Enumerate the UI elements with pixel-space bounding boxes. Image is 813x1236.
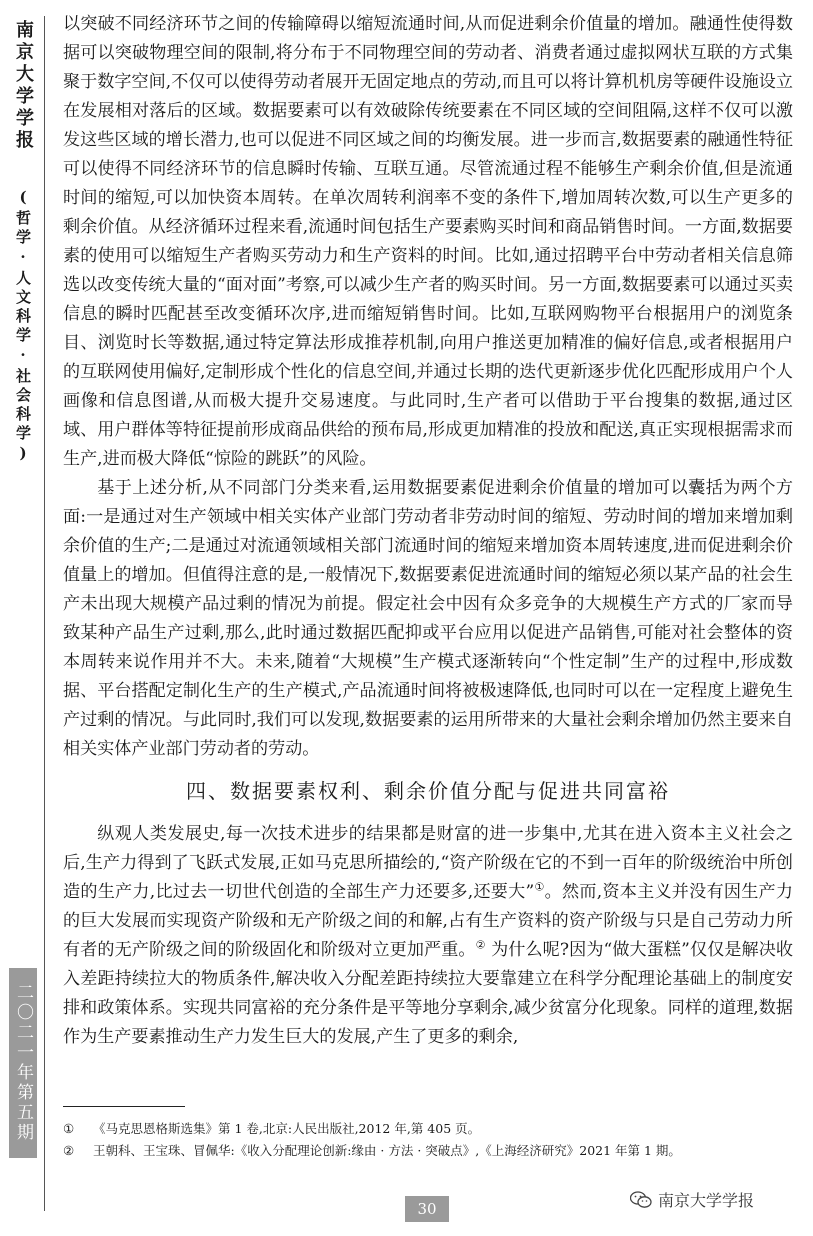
footnote-item: [63, 1140, 793, 1162]
footnote-divider: [63, 1106, 185, 1107]
paragraph-2: 基于上述分析,从不同部门分类来看,运用数据要素促进剩余价值量的增加可以囊括为两个方面:一是通过对生产领域中相关实体产业部门劳动者非劳动时间的缩短、劳动时间的增加来增加剩余价值的生产;二是通过对流通领域相关部门流通时间的缩短来增加资本周转速度,进而促进剩余价值量上的增加。但值得注意的是,一般情况下,数据要素促进流通时间的缩短必须以某产品的社会生产未出现大规模产品过剩的情况为前提。假定社会中因有众多竞争的大规模生产方式的厂家而导致某种产品生产过剩,那么,此时通过数据匹配抑或平台应用以促进产品销售,可能对社会整体的资本周转来说作用并不大。未来,随着“大规模”生产模式逐渐转向“个性定制”生产的过程中,形成数据、平台搭配定制化生产的生产模式,产品流通时间将被极速降低,也同时可以在一定程度上避免生产过剩的情况。与此同时,我们可以发现,数据要素的运用所带来的大量社会剩余增加仍然主要来自相关实体产业部门劳动者的劳动。: [63, 478, 793, 759]
footnote-text: 王朝科、王宝珠、冒佩华:《收入分配理论创新:缘由 · 方法 · 突破点》,《上海经济研究》2021 年第 1 期。: [93, 1143, 681, 1158]
wechat-watermark: [630, 1188, 754, 1211]
journal-name-vertical: 南京大学学报: [13, 20, 34, 152]
wechat-icon: [630, 1191, 652, 1209]
footnote-number: ②: [63, 1143, 75, 1158]
paragraph-1: 以突破不同经济环节之间的传输障碍以缩短流通时间,从而促进剩余价值量的增加。融通性使得数据可以突破物理空间的限制,将分布于不同物理空间的劳动者、消费者通过虚拟网状互联的方式集聚于数字空间,不仅可以使得劳动者展开无固定地点的劳动,而且可以将计算机机房等硬件设施设立在发展相对落后的区域。数据要素可以有效破除传统要素在不同区域的空间阻隔,这样不仅可以激发这些区域的增长潜力,也可以促进不同区域之间的均衡发展。进一步而言,数据要素的融通性特征可以使得不同经济环节的信息瞬时传输、互联互通。尽管流通过程不能够生产剩余价值,但是流通时间的缩短,可以加快资本周转。在单次周转利润率不变的条件下,增加周转次数,可以生产更多的剩余价值。从经济循环过程来看,流通时间包括生产要素购买时间和商品销售时间。一方面,数据要素的使用可以缩短生产者购买劳动力和生产资料的时间。比如,通过招聘平台中劳动者相关信息筛选以改变传统大量的“面对面”考察,可以减少生产者的购买时间。另一方面,数据要素可以通过买卖信息的瞬时匹配甚至改变循环次序,进而缩短销售时间。比如,互联网购物平台根据用户的浏览条目、浏览时长等数据,通过特定算法形成推荐机制,向用户推送更加精准的偏好信息,或者根据用户的互联网使用偏好,定制形成个性化的信息空间,并通过长期的迭代更新逐步优化匹配形成用户个人画像和信息图谱,从而极大提升交易速度。与此同时,生产者可以借助于平台搜集的数据,通过区域、用户群体等特征提前形成商品供给的预布局,形成更加精准的投放和配送,真正实现根据需求而生产,进而极大降低“惊险的跳跃”的风险。: [63, 14, 793, 469]
sidebar-divider: [44, 16, 45, 1211]
footnote-number: ①: [63, 1121, 75, 1136]
paragraph-3-part-c: 为什么呢?因为“做大蛋糕”仅仅是解决收入差距持续拉大的物质条件,解决收入分配差距持续拉大要靠建立在科学分配理论基础上的制度安排和政策体系。实现共同富裕的充分条件是平等地分享剩余,减少贫富分化现象。同样的道理,数据作为生产要素推动生产力发生巨大的发展,产生了更多的剩余,: [63, 940, 793, 1047]
page-number: 30: [405, 1196, 449, 1222]
paragraph-3-part-a: 纵观人类发展史,每一次技术进步的结果都是财富的进一步集中,尤其在进入资本主义社会之后,生产力得到了飞跃式发展,正如马克思所描绘的,“资产阶级在它的不到一百年的阶级统治中所创造的生产力,比过去一切世代创造的全部生产力还要多,还要大”: [63, 824, 793, 902]
paragraph-3: [63, 820, 793, 1052]
article-body: [63, 10, 793, 1052]
footnote-text: 《马克思恩格斯选集》第 1 卷,北京:人民出版社,2012 年,第 405 页。: [93, 1121, 481, 1136]
footnote-item: [63, 1118, 793, 1140]
paragraph-3-part-b: 。然而,资本主义并没有因生产力的巨大发展而实现资产阶级和无产阶级之间的和解,占有生产资料的资产阶级与只是自己劳动力所有者的无产阶级之间的阶级固化和阶级对立更加严重。: [63, 882, 793, 960]
issue-label: 二〇二一年第五期: [9, 968, 37, 1158]
footnote-ref-1[interactable]: ①: [534, 880, 545, 894]
footnote-ref-2[interactable]: ②: [475, 938, 486, 952]
journal-subtitle-vertical: (哲学·人文科学·社会科学): [14, 188, 32, 466]
footnotes: [63, 1118, 793, 1162]
section-heading: 四、数据要素权利、剩余价值分配与促进共同富裕: [186, 779, 670, 803]
watermark-text: 南京大学学报: [658, 1191, 755, 1210]
